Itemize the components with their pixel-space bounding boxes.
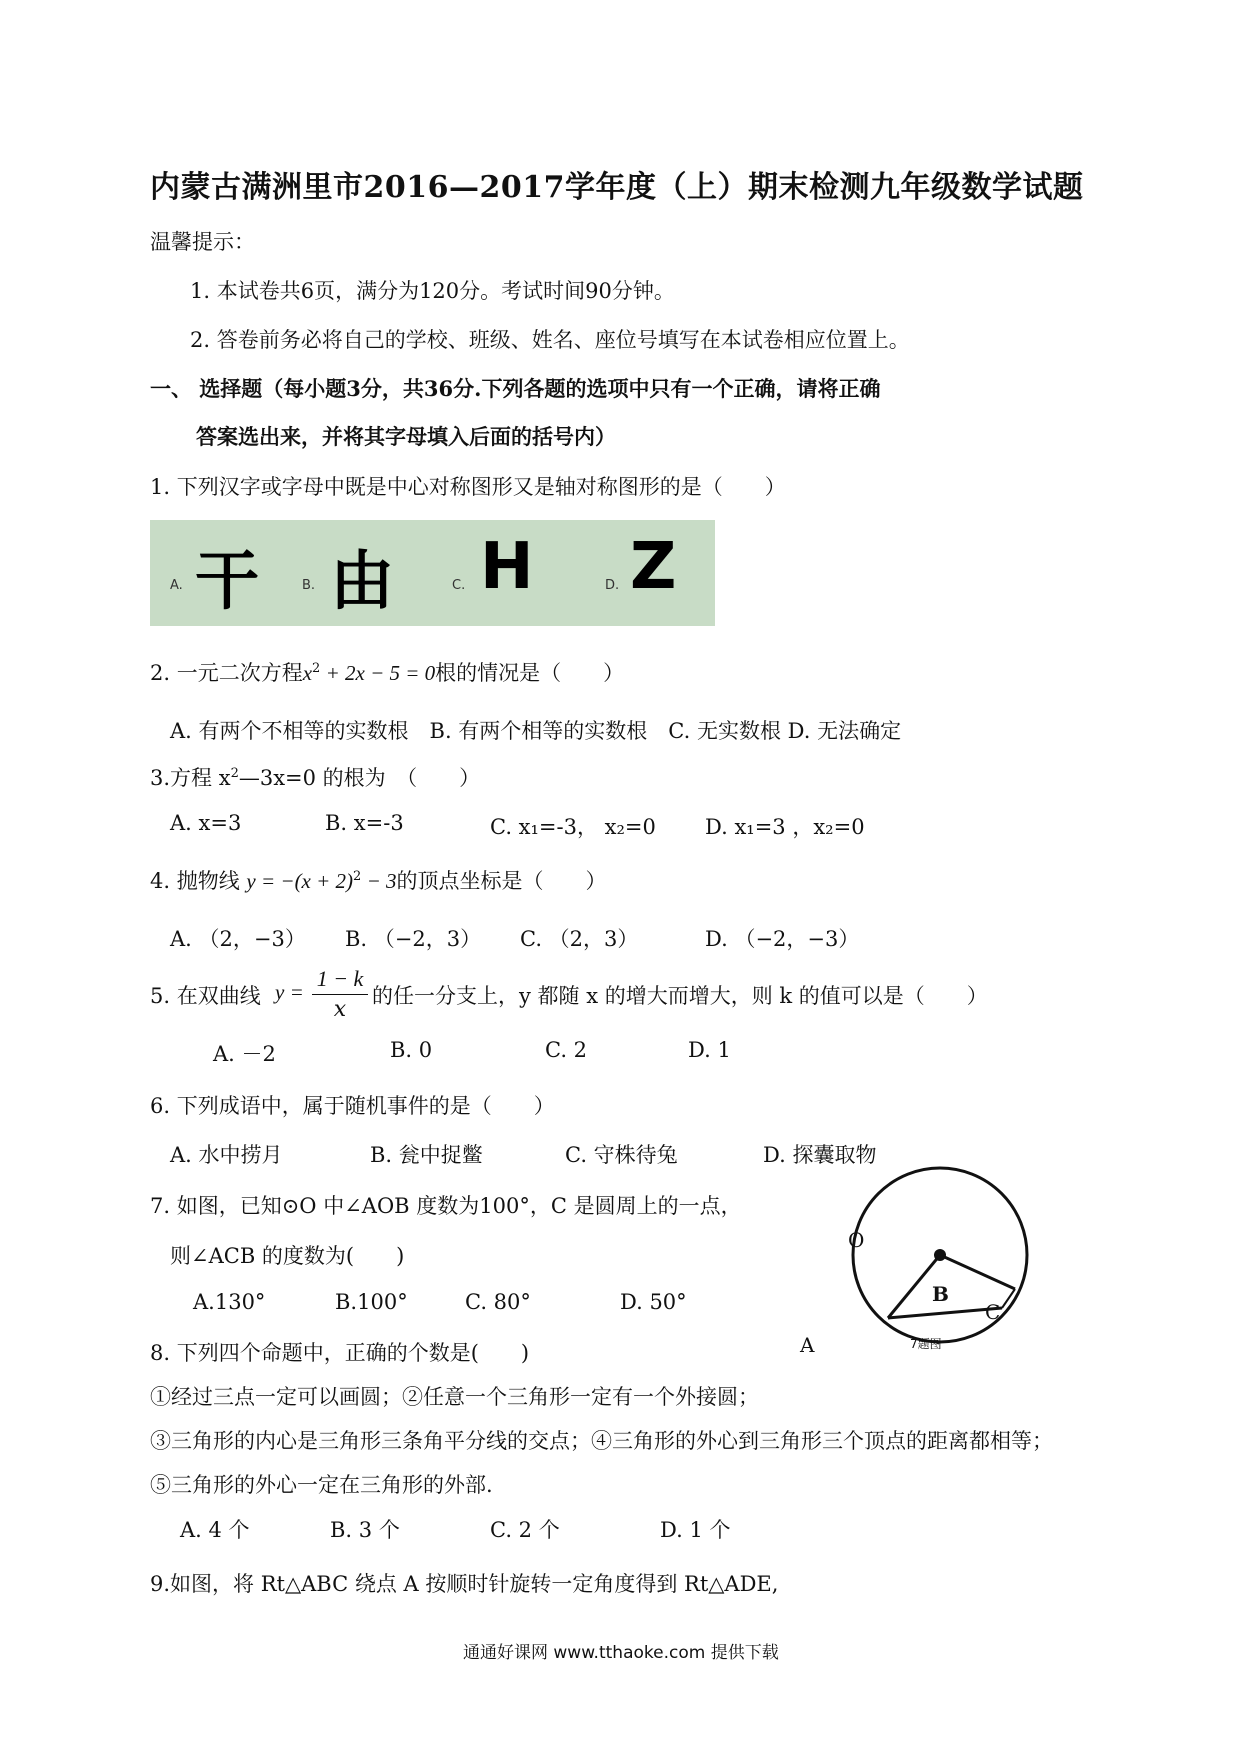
figure-glyph-a: 干 [195,545,259,619]
q7-label-o: O [848,1228,865,1252]
q3-option-a: A. x=3 [170,811,242,835]
question-2-options: A. 有两个不相等的实数根 B. 有两个相等的实数根 C. 无实数根 D. 无法确定 [170,719,902,743]
question-7-figure [840,1160,1040,1360]
q4-exponent: 2 [353,869,362,884]
figure-glyph-c: H [480,530,534,604]
figure-label-d: D. [605,578,620,593]
q5-fraction [312,966,368,1022]
q7-option-a: A.130° [193,1290,266,1314]
q2-var: x [302,661,313,685]
q4-option-b: B. （−2，3） [345,927,482,951]
question-5-suffix: 的任一分支上，y 都随 x 的增大而增大，则 k 的值可以是（ ） [372,984,988,1008]
q8-option-c: C. 2 个 [490,1518,560,1542]
section-heading-line2: 答案选出来，并将其字母填入后面的括号内） [196,424,616,449]
q3-exponent: 2 [230,766,239,781]
question-7-line2: 则∠ACB 的度数为( ) [170,1244,405,1268]
q5-option-a: A. －2 [213,1042,276,1066]
page-footer: 通通好课网 www.tthaoke.com 提供下载 [463,1643,779,1663]
question-6-options [0,1139,1240,1169]
q5-y-equals: y = [275,980,304,1004]
q3-stem-b: —3x=0 的根为 （ ） [238,766,481,790]
figure-label-b: B. [302,578,316,593]
q6-option-b: B. 瓮中捉鳖 [370,1143,483,1167]
reminder-item-2: 2. 答卷前务必将自己的学校、班级、姓名、座位号填写在本试卷相应位置上。 [190,328,910,352]
q6-option-c: C. 守株待兔 [565,1143,678,1167]
question-4-stem [150,865,607,895]
question-1-figure [150,520,715,626]
question-2-stem [150,657,624,687]
q5-option-c: C. 2 [545,1038,588,1062]
q8-option-d: D. 1 个 [660,1518,731,1542]
q5-fraction-bar [312,994,368,995]
reminder-item-1: 1. 本试卷共6页，满分为120分。考试时间90分钟。 [190,279,675,303]
question-9-stem: 9.如图，将 Rt△ABC 绕点 A 按顺时针旋转一定角度得到 Rt△ADE, [150,1572,779,1596]
q3-stem-a: 3.方程 x [150,766,231,790]
q3-option-d: D. x₁=3 ，x₂=0 [705,815,865,839]
q6-option-a: A. 水中捞月 [170,1143,283,1167]
q7-option-d: D. 50° [620,1290,687,1314]
q5-numerator: 1 − k [316,966,364,991]
question-8-statement-3: ⑤三角形的外心一定在三角形的外部. [150,1473,493,1497]
q2-prefix: 2. 一元二次方程 [150,661,303,685]
q4-eq-a: y = −(x + 2) [246,869,354,893]
q5-denominator: x [333,997,347,1022]
q5-option-b: B. 0 [390,1038,433,1062]
q7-label-a: A [800,1333,815,1357]
q2-exponent: 2 [312,661,321,676]
q8-option-b: B. 3 个 [330,1518,400,1542]
figure-glyph-d: Z [630,530,677,604]
question-7-options [0,1290,1240,1320]
center-point-o [934,1249,946,1261]
question-1-stem: 1. 下列汉字或字母中既是中心对称图形又是轴对称图形的是（ ） [150,475,786,499]
q4-suffix: 的顶点坐标是（ ） [396,869,607,893]
figure-glyph-b: 由 [330,545,394,619]
reminder-heading: 温馨提示： [150,230,255,254]
q7-label-b: B [932,1282,949,1306]
question-4-options [0,923,1240,953]
q4-option-d: D. （−2，−3） [705,927,860,951]
page-title: 内蒙古满洲里市2016—2017学年度（上）期末检测九年级数学试题 [150,170,1084,205]
q2-equation: + 2x − 5 = 0 [320,661,436,685]
q7-option-b: B.100° [335,1290,408,1314]
q7-label-c: C [985,1300,1001,1324]
q7-figure-caption: 7题图 [910,1337,942,1351]
q3-option-b: B. x=-3 [325,811,404,835]
q2-suffix: 根的情况是（ ） [435,661,625,685]
q8-option-a: A. 4 个 [180,1518,250,1542]
figure-label-a: A. [170,578,183,593]
q6-option-d: D. 探囊取物 [763,1143,877,1167]
section-heading-line1: 一、 选择题（每小题3分，共36分.下列各题的选项中只有一个正确，请将正确 [150,376,881,401]
q7-option-c: C. 80° [465,1290,531,1314]
question-5-prefix: 5. 在双曲线 [150,984,261,1008]
q4-option-c: C. （2，3） [520,927,639,951]
question-6-stem: 6. 下列成语中，属于随机事件的是（ ） [150,1094,555,1118]
question-5-options [0,1038,1240,1068]
chord-end [1002,1289,1015,1308]
q5-option-d: D. 1 [688,1038,731,1062]
q4-option-a: A. （2，−3） [170,927,306,951]
q4-prefix: 4. 抛物线 [150,869,240,893]
q3-option-c: C. x₁=-3， x₂=0 [490,815,656,839]
radius-ob [940,1255,1015,1289]
figure-label-c: C. [452,578,466,593]
question-7-line1: 7. 如图，已知⊙O 中∠AOB 度数为100°，C 是圆周上的一点， [150,1194,742,1218]
question-8-statement-2: ③三角形的内心是三角形三条角平分线的交点；④三角形的外心到三角形三个顶点的距离都相等； [150,1429,1053,1453]
q4-eq-b: − 3 [361,869,397,893]
question-8-statement-1: ①经过三点一定可以画圆；②任意一个三角形一定有一个外接圆； [150,1385,759,1409]
question-8-stem: 8. 下列四个命题中，正确的个数是( ) [150,1341,530,1365]
question-3-options [0,811,1240,841]
question-8-options [0,1514,1240,1544]
question-3-stem [150,762,480,792]
